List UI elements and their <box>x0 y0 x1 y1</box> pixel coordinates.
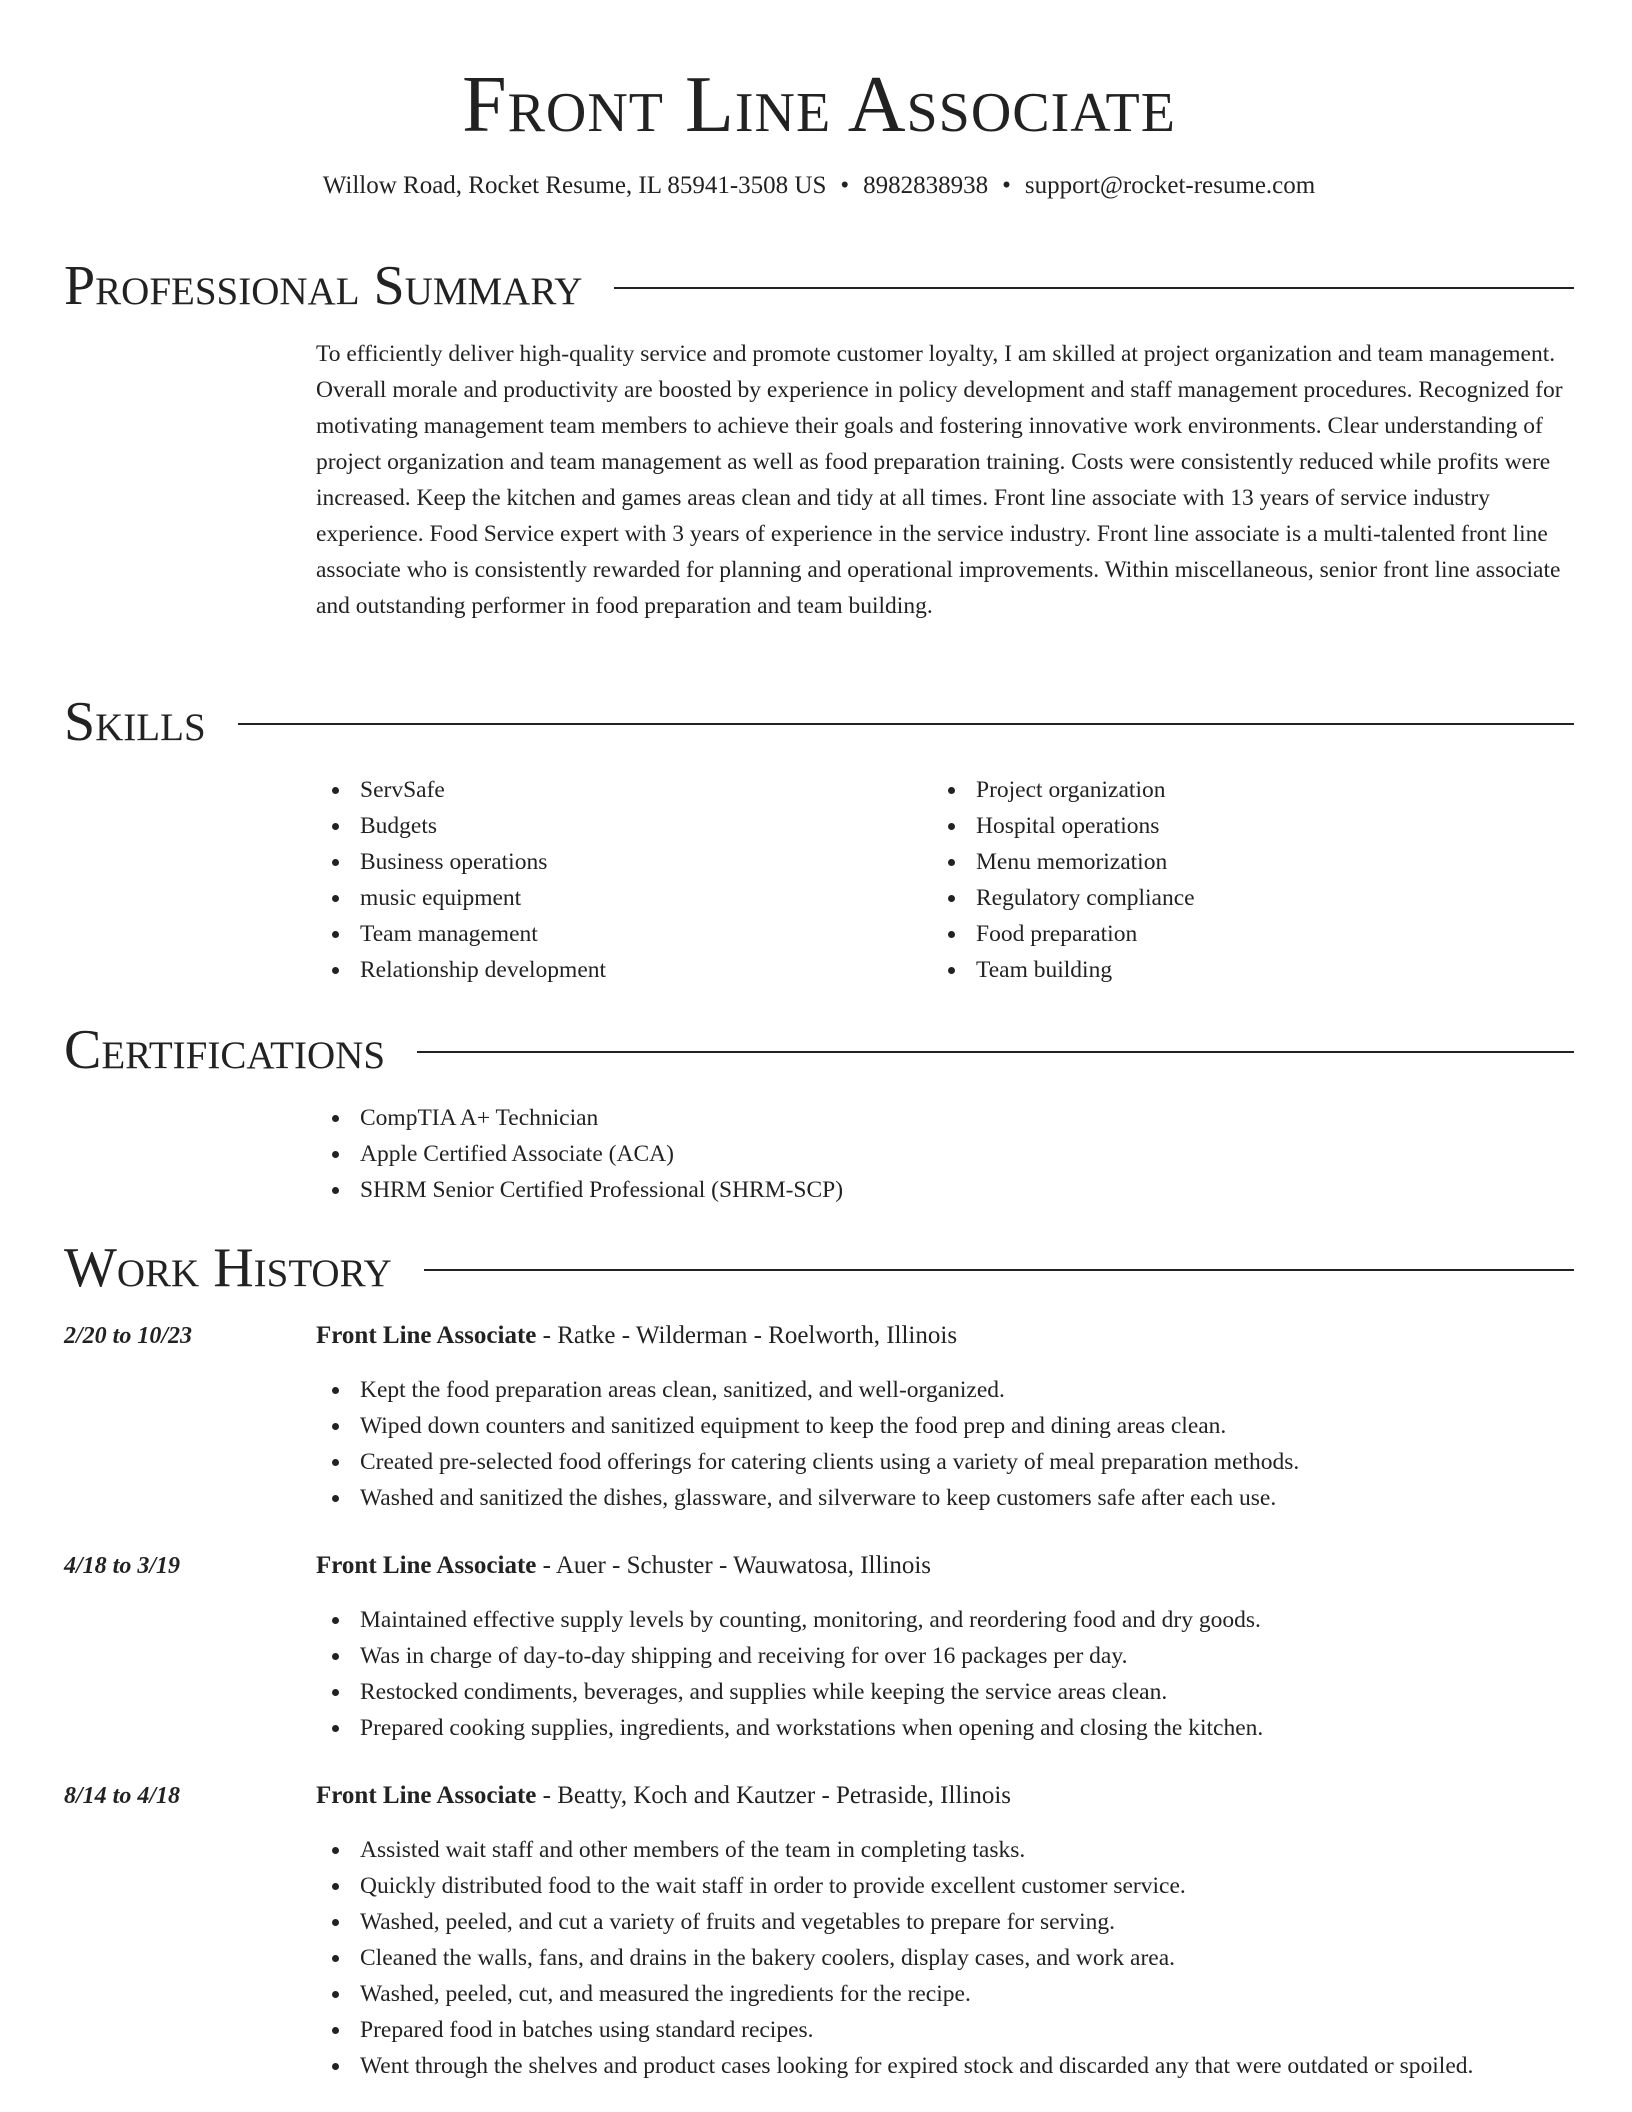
bullet-icon <box>332 1187 339 1194</box>
job-bullet-list <box>316 1602 1263 1746</box>
skill-item: Relationship development <box>316 952 916 988</box>
certifications-heading: Certifications <box>64 1019 386 1081</box>
bullet-icon <box>332 1423 339 1430</box>
summary-section-header <box>64 254 1574 318</box>
skill-item: Business operations <box>316 844 916 880</box>
job-responsibilities <box>316 1602 1263 1746</box>
summary-heading: Professional Summary <box>64 255 583 317</box>
bullet-icon <box>332 1955 339 1962</box>
candidate-name: Front Line Associate <box>462 61 1176 149</box>
skill-item: Team management <box>316 916 916 952</box>
list-item: Kept the food preparation areas clean, sanitized, and well-organized. <box>316 1372 1299 1408</box>
skill-item: Project organization <box>932 772 1532 808</box>
skill-item: Menu memorization <box>932 844 1532 880</box>
job-title: Front Line Associate <box>316 1552 537 1579</box>
job-employer: - Beatty, Koch and Kautzer - Petraside, Illinois <box>536 1782 1011 1809</box>
job-responsibilities <box>316 1832 1473 2084</box>
list-item: Went through the shelves and product cases looking for expired stock and discarded any that were outdated or spoiled. <box>316 2048 1473 2084</box>
skills-list-right <box>932 772 1532 988</box>
certification-item: Apple Certified Associate (ACA) <box>316 1136 1216 1172</box>
certifications-list <box>316 1100 1216 1208</box>
list-item: Wiped down counters and sanitized equipment to keep the food prep and dining areas clean. <box>316 1408 1299 1444</box>
bullet-icon <box>332 1115 339 1122</box>
bullet-icon <box>948 823 955 830</box>
bullet-icon <box>332 1991 339 1998</box>
job-employer: - Auer - Schuster - Wauwatosa, Illinois <box>536 1552 932 1579</box>
bullet-icon <box>332 931 339 938</box>
work-history-section-header <box>64 1236 1574 1300</box>
section-divider <box>238 723 1574 725</box>
list-item: Maintained effective supply levels by counting, monitoring, and reordering food and dry goods. <box>316 1602 1263 1638</box>
list-item: Washed, peeled, cut, and measured the ingredients for the recipe. <box>316 1976 1473 2012</box>
job-title: Front Line Associate <box>316 1322 537 1349</box>
list-item: Was in charge of day-to-day shipping and receiving for over 16 packages per day. <box>316 1638 1263 1674</box>
bullet-icon <box>332 967 339 974</box>
work-history-heading: Work History <box>64 1237 392 1299</box>
skill-item: ServSafe <box>316 772 916 808</box>
section-divider <box>614 287 1574 289</box>
list-item: Quickly distributed food to the wait staff in order to provide excellent customer service. <box>316 1868 1473 1904</box>
summary-text: To efficiently deliver high-quality service and promote customer loyalty, I am skilled at project organization and team management. Overall morale and productivity are boosted by experience in policy development and staff management procedures. Recognized for motivating management team members to achieve their goals and fostering innovative work environments. Clear understanding of project organization and team management as well as food preparation training. Costs were consistently reduced while profits were increased. Keep the kitchen and games areas clean and tidy at all times. Front line associate with 13 years of service industry experience. Food Service expert with 3 years of experience in the service industry. Front line associate is a multi-talented front line associate who is consistently rewarded for planning and operational improvements. Within miscellaneous, senior front line associate and outstanding performer in food preparation and team building. <box>316 341 1563 619</box>
list-item: Prepared cooking supplies, ingredients, and workstations when opening and closing the kitchen. <box>316 1710 1263 1746</box>
skills-list-left <box>316 772 916 988</box>
bullet-icon <box>332 1883 339 1890</box>
skill-item: Regulatory compliance <box>932 880 1532 916</box>
job-title-line <box>316 1318 957 1354</box>
job-title-line <box>316 1548 931 1584</box>
bullet-icon <box>332 859 339 866</box>
contact-separator: • <box>840 172 850 199</box>
contact-email[interactable]: support@rocket-resume.com <box>1024 172 1316 199</box>
bullet-icon <box>332 1689 339 1696</box>
bullet-icon <box>332 1919 339 1926</box>
bullet-icon <box>948 787 955 794</box>
bullet-icon <box>332 1387 339 1394</box>
job-dates: 2/20 to 10/23 <box>64 1323 193 1349</box>
section-divider <box>417 1051 1574 1053</box>
bullet-icon <box>332 1653 339 1660</box>
job-bullet-list <box>316 1372 1299 1516</box>
skills-heading: Skills <box>64 691 206 753</box>
skills-column-left <box>316 772 916 988</box>
skill-item: Food preparation <box>932 916 1532 952</box>
skills-section-header <box>64 690 1574 754</box>
job-bullet-list <box>316 1832 1473 2084</box>
bullet-icon <box>332 787 339 794</box>
contact-line <box>64 170 1574 202</box>
job-dates: 8/14 to 4/18 <box>64 1783 181 1809</box>
job-responsibilities <box>316 1372 1299 1516</box>
list-item: Restocked condiments, beverages, and supplies while keeping the service areas clean. <box>316 1674 1263 1710</box>
contact-separator: • <box>1002 172 1011 199</box>
list-item: Created pre-selected food offerings for catering clients using a variety of meal preparation methods. <box>316 1444 1299 1480</box>
skill-item: Budgets <box>316 808 916 844</box>
list-item: Prepared food in batches using standard recipes. <box>316 2012 1473 2048</box>
certifications-section-header <box>64 1018 1574 1082</box>
bullet-icon <box>332 2063 339 2070</box>
bullet-icon <box>332 1495 339 1502</box>
bullet-icon <box>332 1847 339 1854</box>
list-item: Washed, peeled, and cut a variety of fruits and vegetables to prepare for serving. <box>316 1904 1473 1940</box>
bullet-icon <box>948 931 955 938</box>
contact-phone[interactable]: 8982838938 <box>863 172 989 199</box>
skill-item: Hospital operations <box>932 808 1532 844</box>
bullet-icon <box>332 1151 339 1158</box>
bullet-icon <box>948 967 955 974</box>
section-divider <box>424 1269 1574 1271</box>
bullet-icon <box>948 859 955 866</box>
skill-item: Team building <box>932 952 1532 988</box>
resume-page <box>64 0 1574 2079</box>
certification-item: SHRM Senior Certified Professional (SHRM-SCP) <box>316 1172 1216 1208</box>
bullet-icon <box>332 895 339 902</box>
list-item: Assisted wait staff and other members of the team in completing tasks. <box>316 1832 1473 1868</box>
skill-item: music equipment <box>316 880 916 916</box>
certifications-block <box>316 1100 1216 1208</box>
bullet-icon <box>332 1725 339 1732</box>
job-title-line <box>316 1778 1011 1814</box>
skills-column-right <box>932 772 1532 988</box>
bullet-icon <box>332 823 339 830</box>
list-item: Washed and sanitized the dishes, glassware, and silverware to keep customers safe after each use. <box>316 1480 1299 1516</box>
job-employer: - Ratke - Wilderman - Roelworth, Illinois <box>536 1322 958 1349</box>
contact-address: Willow Road, Rocket Resume, IL 85941-3508 US <box>322 172 827 199</box>
bullet-icon <box>332 1617 339 1624</box>
list-item: Cleaned the walls, fans, and drains in the bakery coolers, display cases, and work area. <box>316 1940 1473 1976</box>
job-title: Front Line Associate <box>316 1782 537 1809</box>
bullet-icon <box>332 1459 339 1466</box>
bullet-icon <box>332 2027 339 2034</box>
job-dates: 4/18 to 3/19 <box>64 1553 181 1579</box>
certification-item: CompTIA A+ Technician <box>316 1100 1216 1136</box>
bullet-icon <box>948 895 955 902</box>
